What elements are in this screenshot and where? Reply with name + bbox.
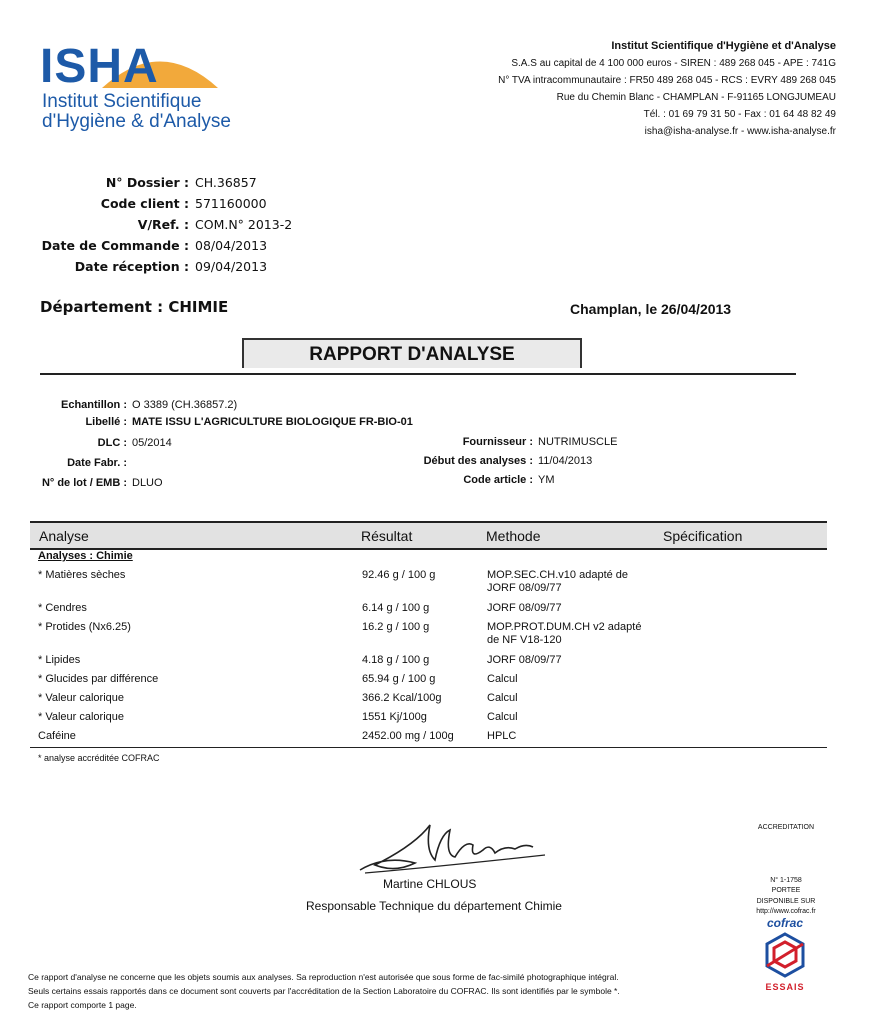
row-methode: MOP.SEC.CH.v10 adapté de [487,569,629,581]
company-line4: Tél. : 01 69 79 31 50 - Fax : 01 64 48 82 49 [643,109,836,120]
row-resultat: 366.2 Kcal/100g [362,692,442,704]
code-client-label: Code client : [100,196,189,211]
row-methode: Calcul [487,673,518,685]
footer-line2: Seuls certains essais rapportés dans ce document sont couverts par l'accréditation de la Section Laboratoire du COFRAC. Ils sont identifiés par le symbole *. [28,986,620,996]
accreditation-title: ACCREDITATION [757,824,815,831]
row-resultat: 92.46 g / 100 g [362,569,436,581]
logo-line1: Institut Scientifique [42,91,202,112]
row-methode: JORF 08/09/77 [487,654,562,666]
logo-brand: ISHA [40,40,159,93]
libelle-value: MATE ISSU L'AGRICULTURE BIOLOGIQUE FR-BIO-01 [132,416,413,428]
vref-value: COM.N° 2013-2 [195,217,293,232]
date-commande-value: 08/04/2013 [195,238,268,253]
company-line5: isha@isha-analyse.fr - www.isha-analyse.fr [644,126,836,137]
cofrac-footnote: * analyse accréditée COFRAC [38,753,160,763]
row-analyse: * Glucides par différence [38,673,159,685]
date-fabr-label: Date Fabr. : [67,457,127,469]
row-analyse: * Lipides [38,654,81,666]
row-resultat: 6.14 g / 100 g [362,602,430,614]
lot-value: DLUO [132,477,163,489]
row-resultat: 2452.00 mg / 100g [362,730,454,742]
fournisseur-value: NUTRIMUSCLE [538,436,618,448]
report-title: RAPPORT D'ANALYSE [242,338,582,368]
row-analyse: * Protides (Nx6.25) [38,621,131,633]
signature-scribble [355,815,555,877]
row-methode-2: de NF V18-120 [487,634,562,646]
signatory-name: Martine CHLOUS [383,877,477,891]
title-divider [40,373,796,375]
section-title: Analyses : Chimie [38,550,133,562]
cofrac-logo [763,916,807,996]
echantillon-label: Echantillon : [61,399,127,411]
cofrac-essais: ESSAIS [765,982,805,992]
company-line1: S.A.S au capital de 4 100 000 euros - SIREN : 489 268 045 - APE : 741G [511,58,836,69]
row-resultat: 16.2 g / 100 g [362,621,430,633]
accreditation-disponible: DISPONIBLE SUR [756,898,816,905]
header-specification: Spécification [663,528,743,544]
row-resultat: 4.18 g / 100 g [362,654,430,666]
accreditation-number: N° 1-1758 [770,877,802,884]
accreditation-url: http://www.cofrac.fr [756,908,816,915]
row-resultat: 65.94 g / 100 g [362,673,436,685]
date-commande-label: Date de Commande : [41,238,189,253]
cofrac-hexagon-icon [765,932,805,980]
code-client-value: 571160000 [195,196,267,211]
vref-label: V/Ref. : [137,217,189,232]
department: Département : CHIMIE [40,298,229,316]
signatory-role: Responsable Technique du département Chimie [306,899,562,913]
row-methode: Calcul [487,711,518,723]
debut-analyses-value: 11/04/2013 [538,455,593,467]
footer-line1: Ce rapport d'analyse ne concerne que les objets soumis aux analyses. Sa reproduction n'est autorisée que sous forme de fac-similé photographique intégral. [28,972,619,982]
lot-label: N° de lot / EMB : [41,477,127,489]
results-table-header [30,521,827,550]
row-methode: JORF 08/09/77 [487,602,562,614]
footer-line3: Ce rapport comporte 1 page. [28,1000,137,1010]
date-reception-value: 09/04/2013 [195,259,268,274]
header-methode: Methode [486,528,541,544]
row-analyse: * Valeur calorique [38,711,125,723]
company-line2: N° TVA intracommunautaire : FR50 489 268 045 - RCS : EVRY 489 268 045 [498,75,836,86]
dossier-value: CH.36857 [195,175,257,190]
header-analyse: Analyse [39,528,89,544]
row-analyse: * Valeur calorique [38,692,125,704]
isha-logo [40,40,250,135]
libelle-label: Libellé : [85,416,127,428]
row-methode: HPLC [487,730,517,742]
row-analyse: * Matières sèches [38,569,126,581]
row-methode-2: JORF 08/09/77 [487,582,562,594]
logo-line2: d'Hygiène & d'Analyse [42,111,231,132]
company-name: Institut Scientifique d'Hygiène et d'Analyse [611,40,836,52]
fournisseur-label: Fournisseur : [462,436,533,448]
dlc-label: DLC : [97,437,127,449]
company-line3: Rue du Chemin Blanc - CHAMPLAN - F-91165 LONGJUMEAU [556,92,836,103]
debut-analyses-label: Début des analyses : [423,455,533,467]
company-header [416,38,836,140]
dlc-value: 05/2014 [132,437,172,449]
row-methode: Calcul [487,692,518,704]
row-analyse: Caféine [38,730,76,742]
place-date: Champlan, le 26/04/2013 [570,301,732,317]
header-resultat: Résultat [361,528,413,544]
echantillon-value: O 3389 (CH.36857.2) [132,399,238,411]
table-bottom-rule [30,747,827,748]
accreditation-portee: PORTEE [771,887,801,894]
row-resultat: 1551 Kj/100g [362,711,427,723]
row-methode: MOP.PROT.DUM.CH v2 adapté [487,621,642,633]
date-reception-label: Date réception : [74,259,189,274]
code-article-label: Code article : [463,474,533,486]
row-analyse: * Cendres [38,602,87,614]
code-article-value: YM [538,474,555,486]
cofrac-brand: cofrac [766,916,804,930]
dossier-label: N° Dossier : [105,175,189,190]
